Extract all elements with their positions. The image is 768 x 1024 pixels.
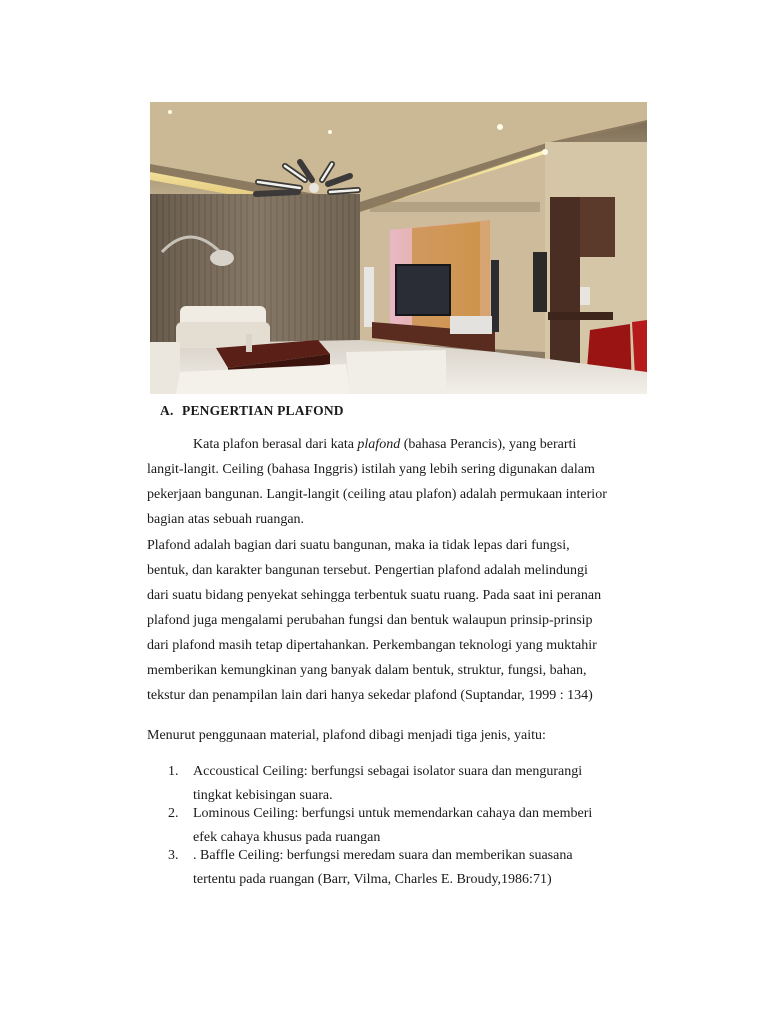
section-title: PENGERTIAN PLAFOND bbox=[182, 403, 344, 418]
paragraph-line: dari suatu bidang penyekat sehingga terbentuk suatu ruang. Pada saat ini peranan bbox=[147, 588, 602, 603]
list-item-line: . Baffle Ceiling: berfungsi meredam suara dan memberikan suasana bbox=[193, 848, 573, 863]
section-heading bbox=[160, 403, 344, 419]
paragraph-line: dari plafond masih tetap dipertahankan. Perkembangan teknologi yang muktahir bbox=[147, 638, 597, 653]
paragraph-definition bbox=[147, 432, 631, 532]
list-number: 2. bbox=[168, 806, 179, 821]
paragraph-line: Plafond adalah bagian dari suatu bangunan, maka ia tidak lepas dari fungsi, bbox=[147, 538, 570, 553]
paragraph-line: bagian atas sebuah ruangan. bbox=[147, 512, 305, 527]
paragraph-line bbox=[147, 432, 631, 457]
living-room-photo bbox=[150, 102, 647, 394]
list-item-line: Lominous Ceiling: berfungsi untuk memendarkan cahaya dan memberi bbox=[193, 806, 593, 821]
paragraph-line: plafond juga mengalami perubahan fungsi dan bentuk walaupun prinsip-prinsip bbox=[147, 613, 593, 628]
paragraph-intro-list: Menurut penggunaan material, plafond dibagi menjadi tiga jenis, yaitu: bbox=[147, 728, 546, 743]
list-item bbox=[168, 844, 638, 892]
italic-term: plafond bbox=[357, 437, 401, 452]
list-item bbox=[168, 802, 638, 850]
text-span: Kata plafon berasal dari kata bbox=[193, 437, 358, 452]
section-letter: A. bbox=[160, 403, 174, 418]
paragraph-line: pekerjaan bangunan. Langit-langit (ceiling atau plafon) adalah permukaan interior bbox=[147, 487, 607, 502]
paragraph-line: bentuk, dan karakter bangunan tersebut. Pengertian plafond adalah melindungi bbox=[147, 563, 588, 578]
list-number: 1. bbox=[168, 764, 179, 779]
paragraph-line: langit-langit. Ceiling (bahasa Inggris) istilah yang lebih sering digunakan dalam bbox=[147, 462, 595, 477]
paragraph-line: tekstur dan penampilan lain dari hanya sekedar plafond (Suptandar, 1999 : 134) bbox=[147, 688, 593, 703]
paragraph-plafond bbox=[147, 533, 631, 708]
list-item-line: efek cahaya khusus pada ruangan bbox=[193, 830, 381, 845]
list-item-line: tertentu pada ruangan (Barr, Vilma, Charles E. Broudy,1986:71) bbox=[193, 872, 552, 887]
text-span: (bahasa Perancis), yang berarti bbox=[400, 437, 577, 452]
ceiling-types-list bbox=[168, 760, 638, 886]
list-item-line: Accoustical Ceiling: berfungsi sebagai isolator suara dan mengurangi bbox=[193, 764, 583, 779]
paragraph-line: memberikan kemungkinan yang banyak dalam bentuk, struktur, fungsi, bahan, bbox=[147, 663, 587, 678]
list-item-line: tingkat kebisingan suara. bbox=[193, 788, 333, 803]
list-number: 3. bbox=[168, 848, 179, 863]
list-item bbox=[168, 760, 638, 808]
